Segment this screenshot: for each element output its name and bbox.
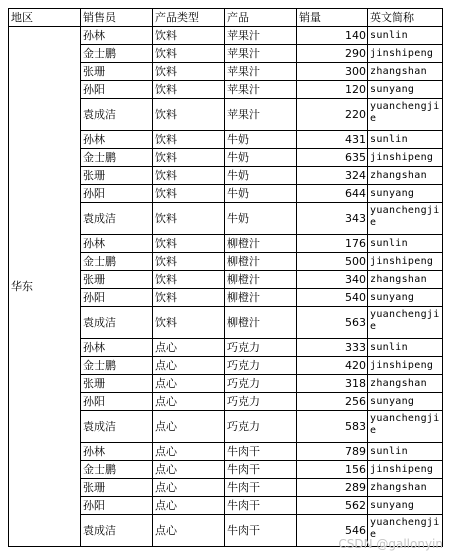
seller-cell[interactable]: 袁成洁 bbox=[81, 515, 153, 547]
en-cell[interactable]: yuanchengjie bbox=[368, 307, 443, 339]
product-cell[interactable]: 牛肉干 bbox=[225, 515, 297, 547]
en-cell[interactable]: jinshipeng bbox=[368, 461, 443, 479]
type-cell[interactable]: 饮料 bbox=[153, 45, 225, 63]
qty-cell[interactable]: 540 bbox=[297, 289, 368, 307]
en-cell[interactable]: zhangshan bbox=[368, 479, 443, 497]
product-cell[interactable]: 苹果汁 bbox=[225, 27, 297, 45]
product-cell[interactable]: 牛奶 bbox=[225, 185, 297, 203]
type-cell[interactable]: 饮料 bbox=[153, 167, 225, 185]
type-cell[interactable]: 饮料 bbox=[153, 27, 225, 45]
seller-cell[interactable]: 孙林 bbox=[81, 443, 153, 461]
qty-cell[interactable]: 324 bbox=[297, 167, 368, 185]
qty-cell[interactable]: 176 bbox=[297, 235, 368, 253]
en-cell[interactable]: jinshipeng bbox=[368, 149, 443, 167]
product-cell[interactable]: 牛奶 bbox=[225, 203, 297, 235]
product-cell[interactable]: 巧克力 bbox=[225, 357, 297, 375]
qty-cell[interactable]: 140 bbox=[297, 27, 368, 45]
qty-cell[interactable]: 563 bbox=[297, 307, 368, 339]
header-product[interactable]: 产品 bbox=[225, 9, 297, 27]
header-qty[interactable]: 销量 bbox=[297, 9, 368, 27]
en-cell[interactable]: sunlin bbox=[368, 235, 443, 253]
en-cell[interactable]: zhangshan bbox=[368, 63, 443, 81]
qty-cell[interactable]: 500 bbox=[297, 253, 368, 271]
product-cell[interactable]: 牛奶 bbox=[225, 149, 297, 167]
en-cell[interactable]: sunyang bbox=[368, 81, 443, 99]
seller-cell[interactable]: 袁成洁 bbox=[81, 307, 153, 339]
qty-cell[interactable]: 120 bbox=[297, 81, 368, 99]
qty-cell[interactable]: 256 bbox=[297, 393, 368, 411]
product-cell[interactable]: 柳橙汁 bbox=[225, 271, 297, 289]
qty-cell[interactable]: 318 bbox=[297, 375, 368, 393]
en-cell[interactable]: sunyang bbox=[368, 289, 443, 307]
product-cell[interactable]: 柳橙汁 bbox=[225, 307, 297, 339]
qty-cell[interactable]: 635 bbox=[297, 149, 368, 167]
product-cell[interactable]: 巧克力 bbox=[225, 375, 297, 393]
seller-cell[interactable]: 张珊 bbox=[81, 479, 153, 497]
en-cell[interactable]: yuanchengjie bbox=[368, 203, 443, 235]
type-cell[interactable]: 饮料 bbox=[153, 149, 225, 167]
qty-cell[interactable]: 290 bbox=[297, 45, 368, 63]
table-row bbox=[9, 27, 443, 45]
qty-cell[interactable]: 333 bbox=[297, 339, 368, 357]
type-cell[interactable]: 饮料 bbox=[153, 99, 225, 131]
seller-cell[interactable]: 张珊 bbox=[81, 63, 153, 81]
type-cell[interactable]: 饮料 bbox=[153, 289, 225, 307]
type-cell[interactable]: 饮料 bbox=[153, 271, 225, 289]
qty-cell[interactable]: 340 bbox=[297, 271, 368, 289]
header-en[interactable]: 英文简称 bbox=[368, 9, 443, 27]
qty-cell[interactable]: 789 bbox=[297, 443, 368, 461]
type-cell[interactable]: 饮料 bbox=[153, 253, 225, 271]
type-cell[interactable]: 饮料 bbox=[153, 203, 225, 235]
qty-cell[interactable]: 546 bbox=[297, 515, 368, 547]
en-cell[interactable]: sunlin bbox=[368, 131, 443, 149]
type-cell[interactable]: 点心 bbox=[153, 497, 225, 515]
type-cell[interactable]: 点心 bbox=[153, 339, 225, 357]
seller-cell[interactable]: 金士鹏 bbox=[81, 149, 153, 167]
product-cell[interactable]: 巧克力 bbox=[225, 411, 297, 443]
header-type[interactable]: 产品类型 bbox=[153, 9, 225, 27]
en-cell[interactable]: jinshipeng bbox=[368, 253, 443, 271]
seller-cell[interactable]: 张珊 bbox=[81, 167, 153, 185]
qty-cell[interactable]: 644 bbox=[297, 185, 368, 203]
type-cell[interactable]: 点心 bbox=[153, 375, 225, 393]
en-cell[interactable]: zhangshan bbox=[368, 167, 443, 185]
en-cell[interactable]: yuanchengjie bbox=[368, 515, 443, 547]
en-cell[interactable]: sunlin bbox=[368, 27, 443, 45]
seller-cell[interactable]: 金士鹏 bbox=[81, 253, 153, 271]
region-cell[interactable]: 华东 bbox=[9, 27, 81, 547]
type-cell[interactable]: 点心 bbox=[153, 461, 225, 479]
product-cell[interactable]: 柳橙汁 bbox=[225, 289, 297, 307]
en-cell[interactable]: yuanchengjie bbox=[368, 411, 443, 443]
qty-cell[interactable]: 343 bbox=[297, 203, 368, 235]
type-cell[interactable]: 点心 bbox=[153, 515, 225, 547]
product-cell[interactable]: 柳橙汁 bbox=[225, 253, 297, 271]
qty-cell[interactable]: 220 bbox=[297, 99, 368, 131]
en-cell[interactable]: yuanchengjie bbox=[368, 99, 443, 131]
seller-cell[interactable]: 袁成洁 bbox=[81, 411, 153, 443]
product-cell[interactable]: 牛奶 bbox=[225, 131, 297, 149]
sales-table bbox=[8, 8, 443, 547]
product-cell[interactable]: 巧克力 bbox=[225, 393, 297, 411]
product-cell[interactable]: 牛肉干 bbox=[225, 443, 297, 461]
en-cell[interactable]: sunyang bbox=[368, 393, 443, 411]
en-cell[interactable]: jinshipeng bbox=[368, 45, 443, 63]
spreadsheet bbox=[8, 8, 443, 547]
seller-cell[interactable]: 金士鹏 bbox=[81, 461, 153, 479]
qty-cell[interactable]: 562 bbox=[297, 497, 368, 515]
type-cell[interactable]: 点心 bbox=[153, 357, 225, 375]
seller-cell[interactable]: 孙阳 bbox=[81, 81, 153, 99]
product-cell[interactable]: 苹果汁 bbox=[225, 63, 297, 81]
seller-cell[interactable]: 孙林 bbox=[81, 27, 153, 45]
type-cell[interactable]: 点心 bbox=[153, 479, 225, 497]
en-cell[interactable]: sunyang bbox=[368, 497, 443, 515]
header-seller[interactable]: 销售员 bbox=[81, 9, 153, 27]
seller-cell[interactable]: 金士鹏 bbox=[81, 357, 153, 375]
seller-cell[interactable]: 孙阳 bbox=[81, 393, 153, 411]
seller-cell[interactable]: 孙阳 bbox=[81, 185, 153, 203]
product-cell[interactable]: 牛奶 bbox=[225, 167, 297, 185]
product-cell[interactable]: 牛肉干 bbox=[225, 497, 297, 515]
en-cell[interactable]: jinshipeng bbox=[368, 357, 443, 375]
type-cell[interactable]: 饮料 bbox=[153, 131, 225, 149]
type-cell[interactable]: 点心 bbox=[153, 393, 225, 411]
product-cell[interactable]: 巧克力 bbox=[225, 339, 297, 357]
watermark: CSDN @gallonyin bbox=[338, 537, 443, 551]
product-cell[interactable]: 牛肉干 bbox=[225, 479, 297, 497]
en-cell[interactable]: sunlin bbox=[368, 339, 443, 357]
header-region[interactable]: 地区 bbox=[9, 9, 81, 27]
seller-cell[interactable]: 袁成洁 bbox=[81, 99, 153, 131]
type-cell[interactable]: 饮料 bbox=[153, 185, 225, 203]
seller-cell[interactable]: 孙林 bbox=[81, 131, 153, 149]
product-cell[interactable]: 苹果汁 bbox=[225, 81, 297, 99]
seller-cell[interactable]: 张珊 bbox=[81, 375, 153, 393]
header-row bbox=[9, 9, 443, 27]
product-cell[interactable]: 柳橙汁 bbox=[225, 235, 297, 253]
product-cell[interactable]: 苹果汁 bbox=[225, 45, 297, 63]
qty-cell[interactable]: 300 bbox=[297, 63, 368, 81]
type-cell[interactable]: 饮料 bbox=[153, 81, 225, 99]
type-cell[interactable]: 饮料 bbox=[153, 235, 225, 253]
seller-cell[interactable]: 孙阳 bbox=[81, 289, 153, 307]
qty-cell[interactable]: 420 bbox=[297, 357, 368, 375]
seller-cell[interactable]: 孙阳 bbox=[81, 497, 153, 515]
seller-cell[interactable]: 袁成洁 bbox=[81, 203, 153, 235]
qty-cell[interactable]: 289 bbox=[297, 479, 368, 497]
en-cell[interactable]: zhangshan bbox=[368, 271, 443, 289]
product-cell[interactable]: 苹果汁 bbox=[225, 99, 297, 131]
qty-cell[interactable]: 583 bbox=[297, 411, 368, 443]
en-cell[interactable]: sunlin bbox=[368, 443, 443, 461]
qty-cell[interactable]: 431 bbox=[297, 131, 368, 149]
seller-cell[interactable]: 金士鹏 bbox=[81, 45, 153, 63]
seller-cell[interactable]: 孙林 bbox=[81, 235, 153, 253]
type-cell[interactable]: 点心 bbox=[153, 443, 225, 461]
en-cell[interactable]: sunyang bbox=[368, 185, 443, 203]
type-cell[interactable]: 饮料 bbox=[153, 63, 225, 81]
en-cell[interactable]: zhangshan bbox=[368, 375, 443, 393]
seller-cell[interactable]: 张珊 bbox=[81, 271, 153, 289]
product-cell[interactable]: 牛肉干 bbox=[225, 461, 297, 479]
seller-cell[interactable]: 孙林 bbox=[81, 339, 153, 357]
type-cell[interactable]: 点心 bbox=[153, 411, 225, 443]
type-cell[interactable]: 饮料 bbox=[153, 307, 225, 339]
qty-cell[interactable]: 156 bbox=[297, 461, 368, 479]
